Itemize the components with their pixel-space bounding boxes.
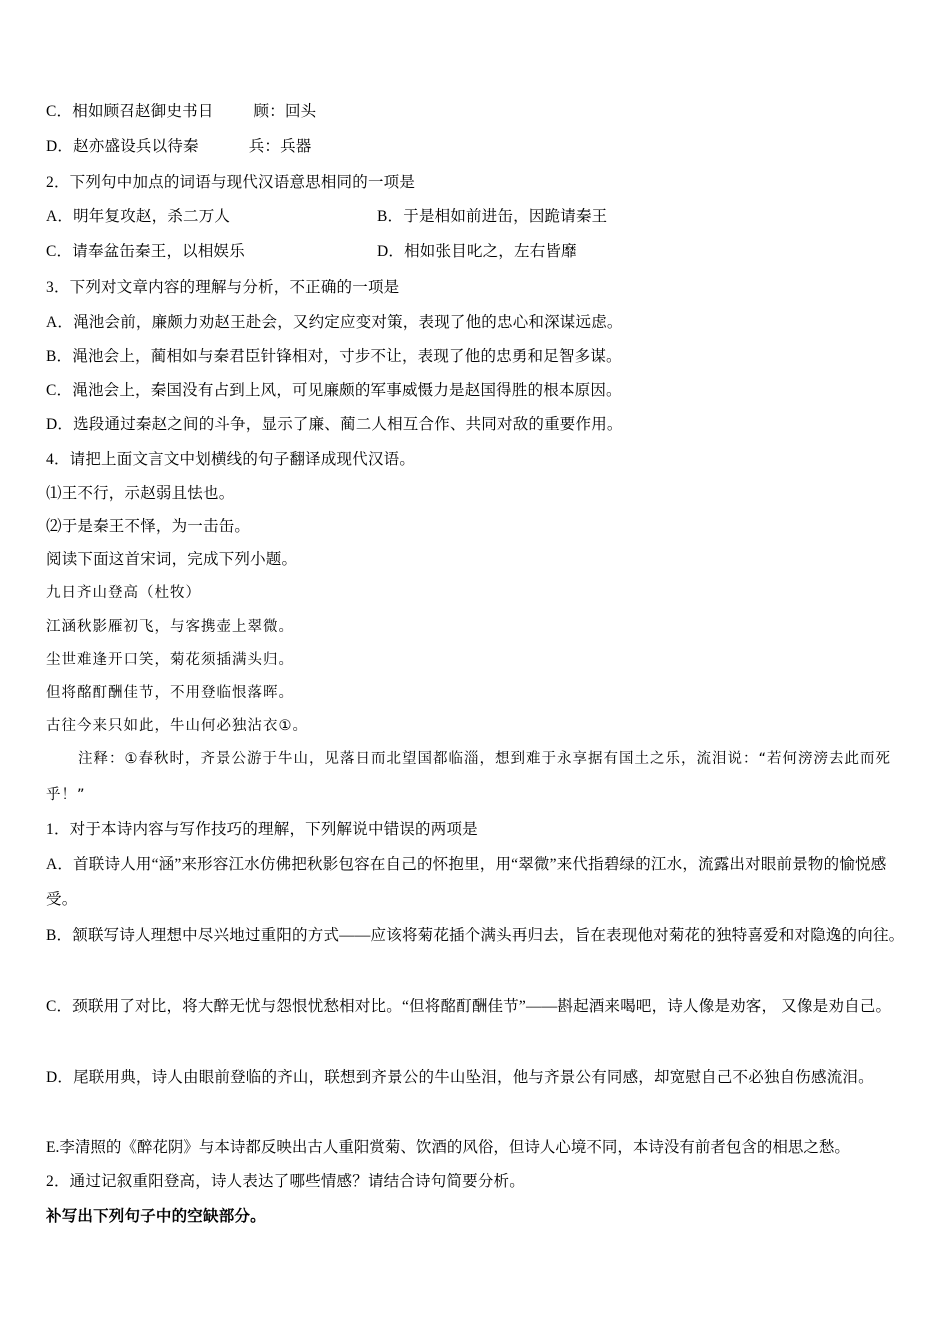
q3-option-a: A．渑池会前，廉颇力劝赵王赴会，又约定应变对策，表现了他的忠心和深谋远虑。: [46, 314, 623, 331]
poem-line: 尘世难逢开口笑，菊花须插满头归。: [46, 652, 294, 668]
q4-sentence-1: ⑴王不行，示赵弱且怯也。: [46, 485, 235, 502]
section-heading: 补写出下列句子中的空缺部分。: [46, 1208, 266, 1225]
q3-option-c: C．渑池会上，秦国没有占到上风，可见廉颇的军事威慑力是赵国得胜的根本原因。: [46, 382, 622, 399]
q2-option-c: C．请奉盆缶秦王，以相娱乐: [46, 243, 245, 260]
q2-stem: 2．下列句中加点的词语与现代汉语意思相同的一项是: [46, 174, 416, 191]
q4-sentence-2: ⑵于是秦王不怿，为一击缶。: [46, 518, 251, 535]
option-text: C．相如顾召赵御史书日: [46, 103, 214, 120]
poem-title: 九日齐山登高（杜牧）: [46, 585, 201, 601]
q3-option-b: B．渑池会上，蔺相如与秦君臣针锋相对，寸步不让，表现了他的忠勇和足智多谋。: [46, 348, 622, 365]
q2-option-a: A．明年复攻赵，杀二万人: [46, 208, 231, 225]
q2-option-b: B．于是相如前进缶，因跪请秦王: [377, 208, 608, 225]
q1-option-c: [46, 102, 910, 122]
pq1-option-a: A．首联诗人用“涵”来形容江水仿佛把秋影包容在自己的怀抱里，用“翠微”来代指碧绿的江水，流露出对眼前景物的愉悦感受。: [46, 856, 887, 908]
option-gloss: 顾：回头: [253, 103, 317, 120]
pq1-stem: 1．对于本诗内容与写作技巧的理解，下列解说中错误的两项是: [46, 821, 478, 838]
q2-options-row2: [46, 242, 910, 262]
poem-line: 江涵秋影雁初飞，与客携壶上翠微。: [46, 619, 294, 635]
q3-option-d: D．选段通过秦赵之间的斗争，显示了廉、蔺二人相互合作、共同对敌的重要作用。: [46, 416, 623, 433]
pq1-option-e: E.李清照的《醉花阴》与本诗都反映出古人重阳赏菊、饮酒的风俗，但诗人心境不同，本诗没有前者包含的相思之愁。: [46, 1139, 850, 1156]
q1-option-d: [46, 137, 910, 157]
poem-line: 但将酩酊酬佳节，不用登临恨落晖。: [46, 685, 294, 701]
q2-options-row1: [46, 207, 910, 227]
q3-stem: 3．下列对文章内容的理解与分析，不正确的一项是: [46, 279, 400, 296]
pq2-stem: 2．通过记叙重阳登高，诗人表达了哪些情感？请结合诗句简要分析。: [46, 1173, 525, 1190]
q4-stem: 4．请把上面文言文中划横线的句子翻译成现代汉语。: [46, 451, 416, 468]
q2-option-d: D．相如张目叱之，左右皆靡: [377, 243, 577, 260]
pq1-option-b: B．颔联写诗人理想中尽兴地过重阳的方式——应该将菊花插个满头再归去，旨在表现他对菊花的独特喜爱和对隐逸的向往。: [46, 927, 905, 944]
poem-line: 古往今来只如此，牛山何必独沾衣①。: [46, 718, 308, 734]
pq1-option-c: C．颈联用了对比，将大醉无忧与怨恨忧愁相对比。“但将酩酊酬佳节”——斟起酒来喝吧，诗人像是劝客， 又像是劝自己。: [46, 998, 892, 1015]
poem-annotation: 注释：①春秋时，齐景公游于牛山，见落日而北望国都临淄，想到难于永享据有国土之乐，流泪说：“若何滂滂去此而死乎！”: [46, 751, 892, 803]
option-gloss: 兵：兵器: [248, 138, 312, 155]
option-text: D．赵亦盛设兵以待秦: [46, 138, 199, 155]
pq1-option-d: D．尾联用典，诗人由眼前登临的齐山，联想到齐景公的牛山坠泪，他与齐景公有同感，却宽慰自己不必独自伤感流泪。: [46, 1069, 874, 1086]
reading-intro: 阅读下面这首宋词，完成下列小题。: [46, 551, 298, 568]
